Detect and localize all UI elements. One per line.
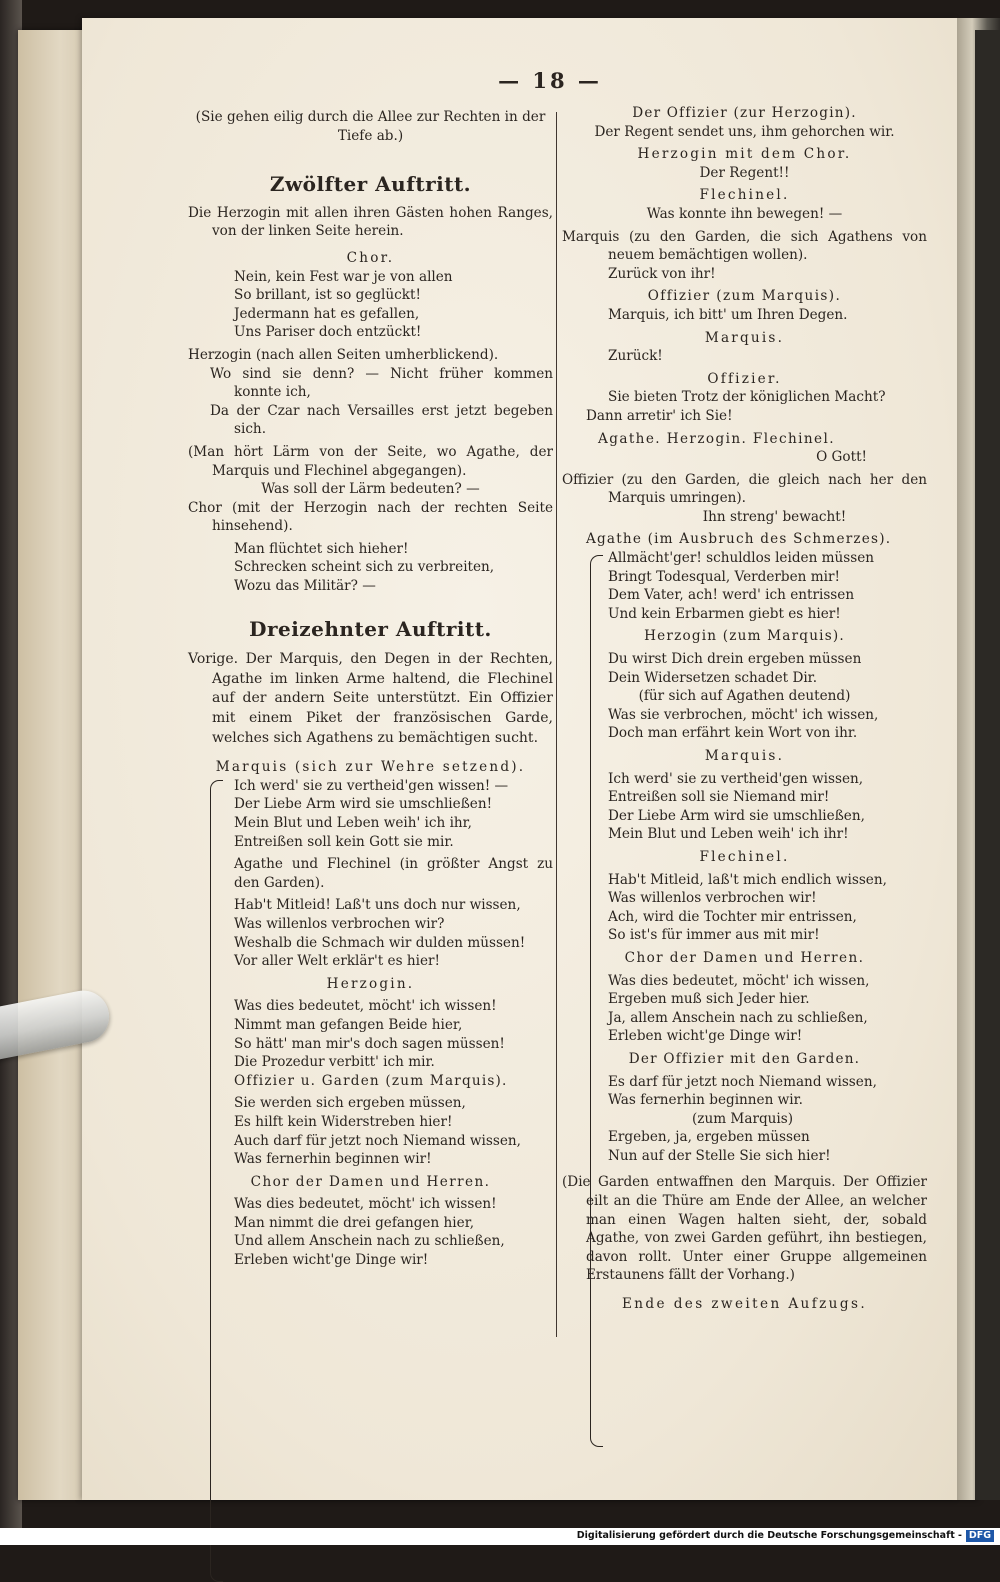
verse-line: So ist's für immer aus mit mir! xyxy=(608,927,820,944)
verse-line: Es hilft kein Widerstreben hier! xyxy=(234,1113,453,1130)
verse-line: Ergeben, ja, ergeben müssen xyxy=(608,1129,810,1146)
speaker-name: Chor der Damen und Herren. xyxy=(624,949,865,966)
right-column xyxy=(562,104,927,1349)
verse-line: Allmächt'ger! schuldlos leiden müssen xyxy=(608,550,875,567)
verse-line: Wozu das Militär? — xyxy=(234,578,376,595)
ensemble-block xyxy=(188,758,553,1269)
verse-line: Hab't Mitleid, laß't mich endlich wissen, xyxy=(608,871,887,888)
scene-heading-12: Zwölfter Auftritt. xyxy=(269,172,472,197)
speaker-name: Herzogin mit dem Chor. xyxy=(637,146,852,163)
verse-line: Was dies bedeutet, möcht' ich wissen, xyxy=(608,972,870,989)
verse-line: Die Prozedur verbitt' ich mir. xyxy=(234,1054,435,1071)
verse-line: Uns Pariser doch entzückt! xyxy=(234,324,422,341)
verse-line: Nimmt man gefangen Beide hier, xyxy=(234,1016,463,1033)
verse-line: Du wirst Dich drein ergeben müssen xyxy=(608,651,862,668)
verse-line: Ich werd' sie zu vertheid'gen wissen, xyxy=(608,770,864,787)
speaker-name: Agathe. Herzogin. Flechinel. xyxy=(598,430,835,447)
stage-direction: Die Herzogin mit allen ihren Gästen hohen Ranges, von der linken Seite herein. xyxy=(188,204,553,240)
verse-line: Ach, wird die Tochter mir entrissen, xyxy=(608,908,857,925)
verse-line: Vor aller Welt erklär't es hier! xyxy=(234,953,440,970)
verse-line: Schrecken scheint sich zu verbreiten, xyxy=(234,559,495,576)
verse-line: Was fernerhin beginnen wir! xyxy=(234,1151,432,1168)
dfg-logo: DFG xyxy=(966,1530,994,1542)
speaker-name: Marquis. xyxy=(704,329,785,346)
verse-line: Jedermann hat es gefallen, xyxy=(234,305,420,322)
verse-line: Bringt Todesqual, Verderben mir! xyxy=(608,568,840,585)
speaker-name: Offizier. xyxy=(707,370,782,387)
verse-line: Man nimmt die drei gefangen hier, xyxy=(234,1214,475,1231)
speaker-name: Herzogin. xyxy=(326,975,415,992)
verse-line: Nun auf der Stelle Sie sich hier! xyxy=(608,1147,831,1164)
speaker-name: Der Offizier mit den Garden. xyxy=(628,1050,861,1067)
verse-line: Ich werd' sie zu vertheid'gen wissen! — xyxy=(234,777,509,794)
speaker-name: Offizier u. Garden (zum Marquis). xyxy=(234,1072,508,1089)
verse-line: Zurück von ihr! xyxy=(608,265,716,282)
stage-direction: Vorige. Der Marquis, den Degen in der Rechten, Agathe im linken Arme haltend, die Flechinel auf der andern Seite unterstützt. Ein Offizier mit einem Piket der französischen Garde, welches sich Agathens zu bemächtigen sucht. xyxy=(188,651,553,746)
speaker-name: Herzogin (nach allen Seiten umherblickend). xyxy=(188,346,499,363)
stage-direction: (Die Garden entwaffnen den Marquis. Der Offizier eilt an die Thüre am Ende der Allee, an welcher man einen Wagen halten sieht, der, sobald Agathe, von zwei Garden geführt, ihn bestiegen, davon rollt. Unter einer Gruppe allgemeinen Erstaunens fällt der Vorhang.) xyxy=(562,1174,927,1284)
speaker-name: Marquis (sich zur Wehre setzend). xyxy=(215,759,526,776)
speaker-name: Chor (mit der Herzogin nach der rechten Seite hinsehend). xyxy=(188,499,553,535)
verse-line: Was dies bedeutet, möcht' ich wissen! xyxy=(234,998,497,1015)
speaker-name: Agathe und Flechinel (in größter Angst zu den Garden). xyxy=(234,856,553,891)
speaker-name: Agathe (im Ausbruch des Schmerzes). xyxy=(586,531,892,548)
verse-line: Der Liebe Arm wird sie umschließen, xyxy=(608,807,865,824)
stage-direction: (Sie gehen eilig durch die Allee zur Rechten in der Tiefe ab.) xyxy=(195,109,546,144)
verse-line: Was konnte ihn bewegen! — xyxy=(646,205,843,222)
column-divider xyxy=(556,112,557,1337)
stage-direction: (Man hört Lärm von der Seite, wo Agathe, der Marquis und Flechinel abgegangen). xyxy=(188,443,553,479)
verse-line: Der Regent sendet uns, ihm gehorchen wir. xyxy=(594,123,895,140)
verse-line: Der Regent!! xyxy=(699,164,790,181)
brace-bracket xyxy=(210,780,223,1582)
verse-line: Doch man erfährt kein Wort von ihr. xyxy=(608,725,858,742)
speaker-name: Chor. xyxy=(346,249,395,266)
ensemble-block xyxy=(562,549,927,1165)
verse-line: Und kein Erbarmen giebt es hier! xyxy=(608,605,841,622)
speaker-name: Herzogin (zum Marquis). xyxy=(644,628,845,645)
left-column xyxy=(188,108,553,1343)
speaker-name: Marquis (zu den Garden, die sich Agathens von neuem bemächtigen wollen). xyxy=(562,228,927,264)
speaker-name: Chor der Damen und Herren. xyxy=(250,1173,491,1190)
speaker-name: Offizier (zu den Garden, die gleich nach her den Marquis umringen). xyxy=(562,471,927,507)
verse-line: Entreißen soll sie Niemand mir! xyxy=(608,789,830,806)
verse-line: Was sie verbrochen, möcht' ich wissen, xyxy=(608,706,879,723)
verse-line: Dem Vater, ach! werd' ich entrissen xyxy=(608,587,855,604)
verse-line: Was fernerhin beginnen wir. xyxy=(608,1092,803,1109)
verse-line: Was soll der Lärm bedeuten? — xyxy=(261,481,480,498)
act-end: Ende des zweiten Aufzugs. xyxy=(621,1296,868,1313)
verse-line: Ihn streng' bewacht! xyxy=(702,508,847,525)
verse-line: Da der Czar nach Versailles erst jetzt begeben sich. xyxy=(210,402,553,438)
verse-line: Und allem Anschein nach zu schließen, xyxy=(234,1233,505,1250)
cover-edge xyxy=(18,30,88,1500)
stage-direction: (zum Marquis) xyxy=(692,1110,794,1127)
verse-line: So hätt' man mir's doch sagen müssen! xyxy=(234,1035,505,1052)
verse-line: Der Liebe Arm wird sie umschließen! xyxy=(234,796,493,813)
speaker-name: Marquis. xyxy=(704,748,785,764)
verse-line: Ja, allem Anschein nach zu schließen, xyxy=(608,1009,868,1026)
footer-credit: Digitalisierung gefördert durch die Deutsche Forschungsgemeinschaft - xyxy=(576,1530,962,1541)
background-right xyxy=(975,30,1000,1500)
verse-line: So brillant, ist so geglückt! xyxy=(234,287,421,304)
verse-line: Man flüchtet sich hieher! xyxy=(234,540,409,557)
verse-line: Wo sind sie denn? — Nicht früher kommen konnte ich, xyxy=(210,365,553,401)
scene-heading-13: Dreizehnter Auftritt. xyxy=(249,616,492,641)
speaker-name: Der Offizier (zur Herzogin). xyxy=(632,105,857,121)
verse-line: Was willenlos verbrochen wir! xyxy=(608,890,817,907)
verse-line: Weshalb die Schmach wir dulden müssen! xyxy=(234,934,526,951)
verse-line: Zurück! xyxy=(608,348,663,365)
brace-bracket xyxy=(590,555,603,1447)
stage-direction: (für sich auf Agathen deutend) xyxy=(638,688,851,705)
verse-line: Ergeben muß sich Jeder hier. xyxy=(608,991,810,1008)
verse-line: Was dies bedeutet, möcht' ich wissen! xyxy=(234,1196,497,1213)
verse-line: Es darf für jetzt noch Niemand wissen, xyxy=(608,1073,877,1090)
verse-line: O Gott! xyxy=(816,449,867,466)
speaker-name: Flechinel. xyxy=(699,848,790,865)
verse-line: Mein Blut und Leben weih' ich ihr! xyxy=(608,826,849,843)
verse-line: Hab't Mitleid! Laß't uns doch nur wissen, xyxy=(234,897,521,914)
speaker-name: Flechinel. xyxy=(699,187,790,204)
verse-line: Auch darf für jetzt noch Niemand wissen, xyxy=(234,1132,521,1149)
verse-line: Dann arretir' ich Sie! xyxy=(586,407,733,424)
verse-line: Sie bieten Trotz der königlichen Macht? xyxy=(608,389,886,406)
verse-line: Nein, kein Fest war je von allen xyxy=(234,268,453,285)
verse-line: Erleben wicht'ge Dinge wir! xyxy=(234,1252,429,1269)
verse-line: Mein Blut und Leben weih' ich ihr, xyxy=(234,815,472,831)
speaker-name: Offizier (zum Marquis). xyxy=(647,288,842,305)
verse-line: Dein Widersetzen schadet Dir. xyxy=(608,669,818,686)
page-number: — 18 — xyxy=(498,68,602,93)
verse-line: Erleben wicht'ge Dinge wir! xyxy=(608,1028,803,1045)
verse-line: Marquis, ich bitt' um Ihren Degen. xyxy=(608,306,848,323)
verse-line: Entreißen soll kein Gott sie mir. xyxy=(234,833,454,850)
verse-line: Was willenlos verbrochen wir? xyxy=(234,915,445,932)
verse-line: Sie werden sich ergeben müssen, xyxy=(234,1095,466,1112)
